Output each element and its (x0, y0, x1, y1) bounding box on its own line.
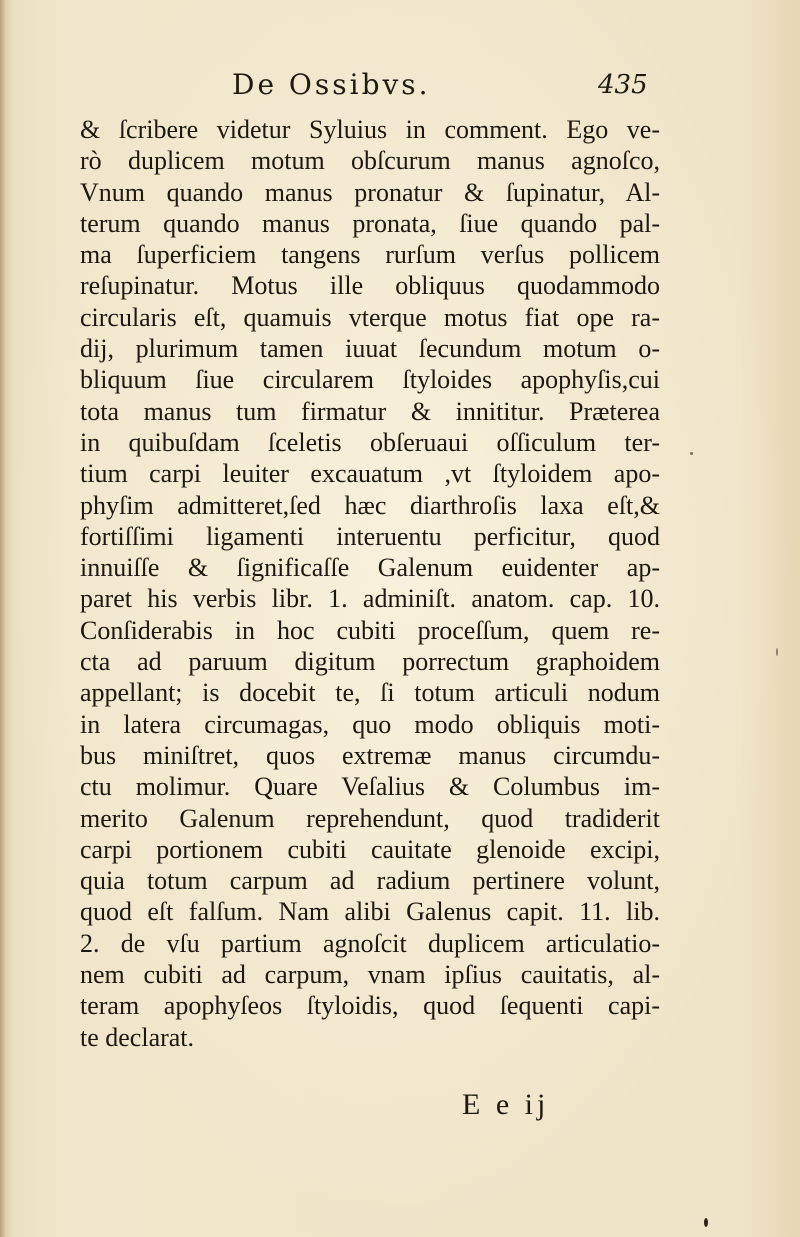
text-line: teram apophyſeos ſtyloidis, quod ſequenti capi- (80, 991, 660, 1021)
text-line: & ſcribere videtur Syluius in comment. Ego ve- (80, 115, 660, 144)
ink-speck (776, 648, 778, 656)
text-line: reſupinatur. Motus ille obliquus quodammodo (80, 271, 660, 301)
text-line: tota manus tum firmatur & innititur. Præterea (80, 396, 660, 426)
page-number: 435 (598, 70, 648, 100)
text-line: appellant; is docebit te, ſi totum articuli nodum (80, 678, 660, 708)
text-line: ctu molimur. Quare Veſalius & Columbus im- (80, 772, 660, 802)
text-line: in latera circumagas, quo modo obliquis moti- (80, 709, 660, 739)
signature-mark: E e ij (462, 1088, 550, 1121)
text-line: innuiſſe & ſignificaſſe Galenum euidenter ap- (80, 553, 660, 583)
running-title: De Ossibvs. (232, 68, 431, 101)
ink-speck (690, 452, 693, 455)
ink-speck (704, 1218, 708, 1227)
text-line: phyſim admitteret,ſed hæc diarthroſis laxa eſt,& (80, 490, 660, 520)
binding-shadow (0, 0, 6, 1237)
text-line: carpi portionem cubiti cauitate glenoide excipi, (80, 834, 660, 864)
text-line: Vnum quando manus pronatur & ſupinatur, Al- (80, 177, 660, 207)
body-text (80, 114, 660, 1053)
text-line: ma ſuperficiem tangens rurſum verſus pollicem (80, 240, 660, 270)
text-line: dij, plurimum tamen iuuat ſecundum motum o- (80, 334, 660, 364)
text-line: quod eſt falſum. Nam alibi Galenus capit. 11. lib. (80, 897, 660, 927)
text-line: in quibuſdam ſceletis obſeruaui oſſiculum ter- (80, 427, 660, 457)
page-header (80, 68, 660, 112)
text-line: 2. de vſu partium agnoſcit duplicem articulatio- (80, 928, 660, 958)
text-line: bliquum ſiue circularem ſtyloides apophyſis,cui (80, 365, 660, 395)
text-line: quia totum carpum ad radium pertinere volunt, (80, 866, 660, 896)
text-line: tium carpi leuiter excauatum ,vt ſtyloidem apo- (80, 459, 660, 489)
text-line: merito Galenum reprehendunt, quod tradiderit (80, 803, 660, 833)
text-line: terum quando manus pronata, ſiue quando pal- (80, 208, 660, 238)
text-line: te declarat. (80, 1022, 195, 1052)
text-line: fortiſſimi ligamenti interuentu perficitur, quod (80, 521, 660, 551)
text-line: Conſiderabis in hoc cubiti proceſſum, quem re- (80, 615, 660, 645)
text-line: rò duplicem motum obſcurum manus agnoſco, (80, 146, 660, 176)
text-line: circularis eſt, quamuis vterque motus fiat ope ra- (80, 302, 660, 332)
text-line: paret his verbis libr. 1. adminiſt. anatom. cap. 10. (80, 584, 660, 614)
text-line: nem cubiti ad carpum, vnam ipſius cauitatis, al- (80, 960, 660, 990)
text-line: cta ad paruum digitum porrectum graphoidem (80, 647, 660, 677)
text-line: bus miniſtret, quos extremæ manus circumdu- (80, 740, 660, 770)
